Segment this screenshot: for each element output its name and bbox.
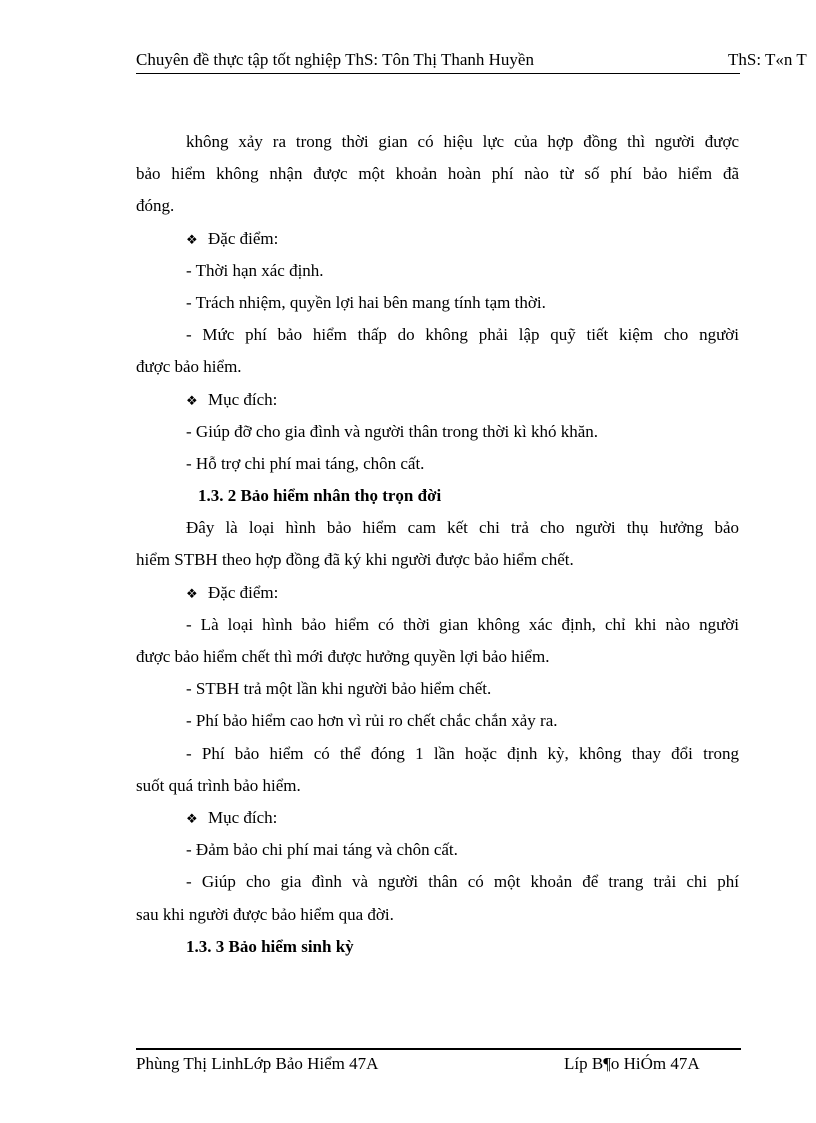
list-item: - Giúp đỡ cho gia đình và người thân trong thời kì khó khăn. bbox=[186, 421, 599, 441]
paragraph-line: bảo hiểm không nhận được một khoản hoàn phí nào từ số phí bảo hiểm đã bbox=[136, 164, 739, 184]
bullet-heading bbox=[136, 577, 739, 609]
section-heading: 1.3. 2 Bảo hiểm nhân thọ trọn đời bbox=[198, 486, 442, 506]
list-item: - Phí bảo hiểm cao hơn vì rủi ro chết chắc chắn xảy ra. bbox=[186, 711, 558, 731]
list-item-continuation: được bảo hiểm. bbox=[136, 357, 242, 377]
footer-right-text: Líp B¶o HiÓm 47A bbox=[564, 1054, 700, 1073]
paragraph-line: Đây là loại hình bảo hiểm cam kết chi trả cho người thụ hưởng bảo bbox=[186, 518, 739, 538]
section-heading: 1.3. 3 Bảo hiểm sinh kỳ bbox=[186, 936, 354, 956]
list-item: - Thời hạn xác định. bbox=[186, 260, 324, 280]
diamond-bullet-icon: ❖ bbox=[186, 810, 198, 826]
list-item: - Đảm bảo chi phí mai táng và chôn cất. bbox=[186, 840, 458, 860]
bullet-heading-text: Đặc điểm: bbox=[208, 582, 279, 602]
diamond-bullet-icon: ❖ bbox=[186, 585, 198, 601]
bullet-heading bbox=[136, 384, 739, 416]
header-left-text: Chuyên đề thực tập tốt nghiệp ThS: Tôn Thị Thanh Huyền bbox=[136, 50, 534, 69]
list-item: - Giúp cho gia đình và người thân có một khoản để trang trải chi phí bbox=[186, 872, 739, 892]
list-item-continuation: suốt quá trình bảo hiểm. bbox=[136, 775, 301, 795]
header-right-text: ThS: T«n T bbox=[728, 50, 807, 69]
bullet-heading bbox=[136, 802, 739, 834]
bullet-heading-text: Đặc điểm: bbox=[208, 228, 279, 248]
list-item: - Phí bảo hiểm có thể đóng 1 lần hoặc định kỳ, không thay đổi trong bbox=[186, 743, 739, 763]
diamond-bullet-icon: ❖ bbox=[186, 231, 198, 247]
footer-rule bbox=[136, 1048, 741, 1050]
list-item: - Là loại hình bảo hiểm có thời gian không xác định, chỉ khi nào người bbox=[186, 614, 739, 634]
document-body bbox=[136, 126, 739, 963]
list-item: - Mức phí bảo hiểm thấp do không phải lập quỹ tiết kiệm cho người bbox=[186, 325, 739, 345]
list-item: - Trách nhiệm, quyền lợi hai bên mang tính tạm thời. bbox=[186, 292, 546, 312]
header-rule bbox=[136, 73, 740, 74]
paragraph-line: đóng. bbox=[136, 196, 175, 216]
footer-left-text: Phùng Thị LinhLớp Bảo Hiểm 47A bbox=[136, 1054, 379, 1073]
bullet-heading-text: Mục đích: bbox=[208, 389, 278, 409]
list-item-continuation: sau khi người được bảo hiểm qua đời. bbox=[136, 904, 394, 924]
list-item-continuation: được bảo hiểm chết thì mới được hưởng quyền lợi bảo hiểm. bbox=[136, 647, 550, 666]
bullet-heading bbox=[136, 223, 739, 255]
list-item: - Hỗ trợ chi phí mai táng, chôn cất. bbox=[186, 453, 425, 473]
paragraph-line: không xảy ra trong thời gian có hiệu lực của hợp đồng thì người được bbox=[186, 132, 739, 151]
diamond-bullet-icon: ❖ bbox=[186, 392, 198, 408]
paragraph-line: hiểm STBH theo hợp đồng đã ký khi người được bảo hiểm chết. bbox=[136, 550, 574, 570]
list-item: - STBH trả một lần khi người bảo hiểm chết. bbox=[186, 679, 492, 699]
bullet-heading-text: Mục đích: bbox=[208, 807, 278, 827]
